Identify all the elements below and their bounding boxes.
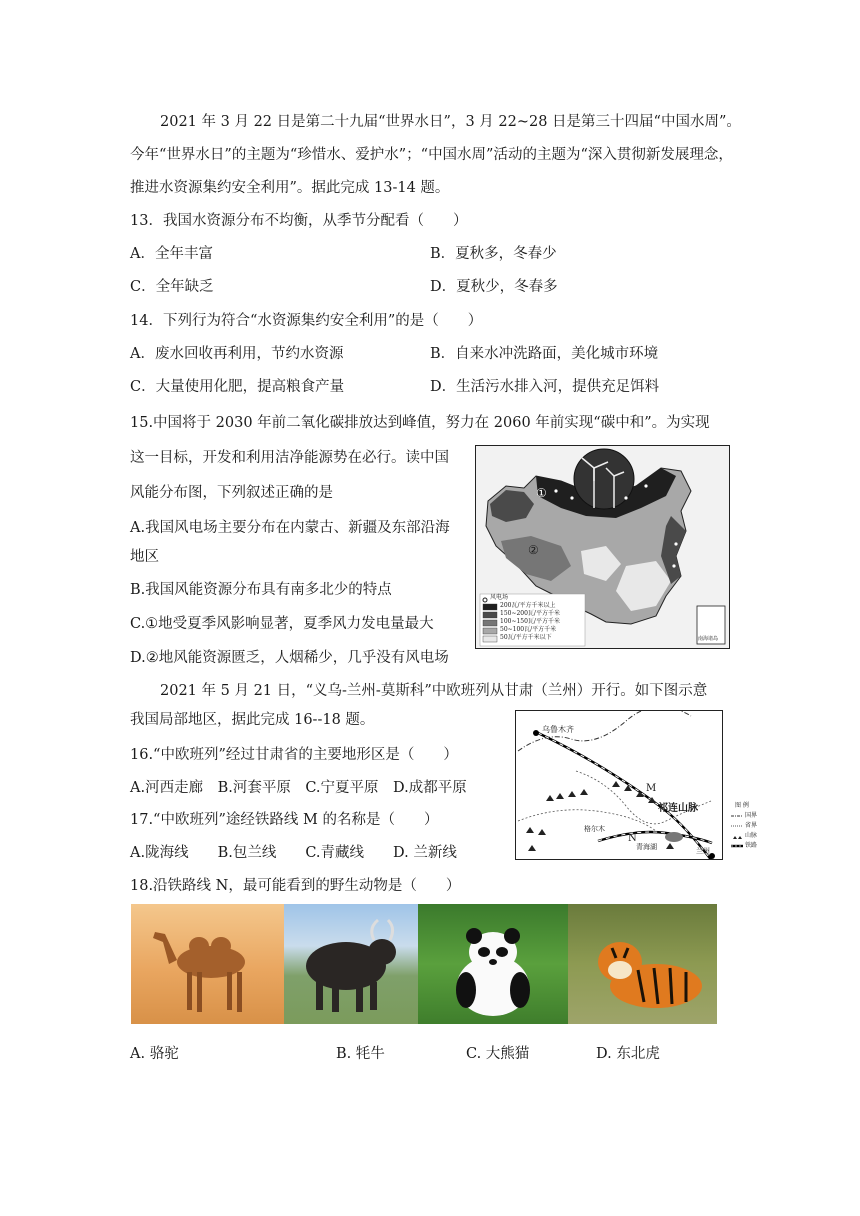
rail-legend-title: 图 例 [735, 802, 749, 809]
rail-map-label-m: M [646, 783, 657, 794]
rail-legend-border: 国界 [745, 812, 758, 819]
q15-option-a-cont: 地区 [130, 549, 159, 565]
q15-option-a[interactable]: A.我国风电场主要分布在内蒙古、新疆及东部沿海 [130, 520, 450, 536]
wind-map-legend-1: 200瓦/平方千米以上 [500, 602, 556, 609]
q14-option-c[interactable]: C．大量使用化肥，提高粮食产量 [130, 379, 345, 395]
q13-option-d[interactable]: D．夏秋少，冬春多 [430, 279, 558, 295]
q18-stem: 18.沿铁路线 N，最可能看到的野生动物是（ ） [130, 878, 461, 894]
q14-option-d[interactable]: D．生活污水排入河，提供充足饵料 [430, 379, 660, 395]
q18-option-c[interactable]: C. 大熊猫 [466, 1046, 530, 1062]
q13-option-c[interactable]: C．全年缺乏 [130, 279, 214, 295]
q15-option-b[interactable]: B.我国风能资源分布具有南多北少的特点 [130, 582, 392, 598]
legend-swatch-3 [483, 620, 497, 626]
wind-map-legend-2: 150~200瓦/平方千米 [500, 610, 560, 617]
passage2-line-2: 我国局部地区，据此完成 16--18 题。 [130, 712, 375, 728]
q13-option-a[interactable]: A．全年丰富 [130, 246, 213, 262]
rail-map-urumqi: 乌鲁木齐 [542, 725, 574, 734]
camel-icon [131, 904, 284, 1024]
q14-option-a[interactable]: A．废水回收再利用，节约水资源 [130, 346, 344, 362]
panda-icon [418, 904, 568, 1024]
q14-stem: 14．下列行为符合“水资源集约安全利用”的是（ ） [130, 313, 483, 329]
passage2-line-1: 2021 年 5 月 21 日，“义乌-兰州-莫斯科”中欧班列从甘肃（兰州）开行。如下图示意 [160, 683, 708, 699]
q18-option-b[interactable]: B. 牦牛 [336, 1046, 385, 1062]
intro-line-1: 2021 年 3 月 22 日是第二十九届“世界水日”，3 月 22~28 日是第三十四届“中国水周”。 [160, 114, 741, 130]
rail-map-qinghai-lake: 青海湖 [636, 843, 657, 851]
q15-option-d[interactable]: D.②地风能资源匮乏，人烟稀少，几乎没有风电场 [130, 650, 449, 666]
q18-option-a[interactable]: A. 骆驼 [130, 1046, 179, 1062]
rail-map-qilian: 祁连山脉 [658, 803, 698, 814]
tiger-photo [568, 904, 717, 1024]
legend-swatch-4 [483, 628, 497, 634]
legend-swatch-5 [483, 636, 497, 642]
rail-legend-province: 省界 [745, 822, 758, 829]
yak-icon [284, 904, 418, 1024]
wind-map-legend-station: 风电场 [490, 594, 509, 601]
q16-stem: 16.“中欧班列”经过甘肃省的主要地形区是（ ） [130, 747, 458, 763]
wind-map-marker-1: ① [536, 486, 547, 500]
q13-option-b[interactable]: B．夏秋多，冬春少 [430, 246, 557, 262]
railway-map [515, 710, 723, 860]
intro-line-3: 推进水资源集约安全利用”。据此完成 13-14 题。 [130, 180, 450, 196]
q15-option-c[interactable]: C.①地受夏季风影响显著，夏季风力发电量最大 [130, 616, 434, 632]
wind-energy-map [475, 445, 730, 649]
rail-map-lanzhou: 兰州 [696, 847, 710, 855]
wind-map-legend-5: 50瓦/平方千米以下 [500, 634, 552, 641]
q18-option-d[interactable]: D. 东北虎 [596, 1046, 660, 1062]
q17-options[interactable]: A.陇海线 B.包兰线 C.青藏线 D. 兰新线 [130, 845, 457, 861]
wind-map-legend-3: 100~150瓦/平方千米 [500, 618, 560, 625]
camel-photo [131, 904, 284, 1024]
q16-options[interactable]: A.河西走廊 B.河套平原 C.宁夏平原 D.成都平原 [130, 780, 467, 796]
q15-line-3: 风能分布图，下列叙述正确的是 [130, 485, 333, 501]
rail-legend-mountain: 山脉 [745, 832, 758, 839]
q15-line-1: 15.中国将于 2030 年前二氧化碳排放达到峰值，努力在 2060 年前实现“碳中和”。为实现 [130, 415, 710, 431]
wind-map-marker-2: ② [528, 543, 539, 557]
rail-legend-rail: 铁路 [745, 842, 758, 849]
intro-line-2: 今年“世界水日”的主题为“珍惜水、爱护水”；“中国水周”活动的主题为“深入贯彻新发展理念， [130, 147, 733, 163]
legend-swatch-2 [483, 612, 497, 618]
yak-photo [284, 904, 418, 1024]
panda-photo [418, 904, 568, 1024]
q15-line-2: 这一目标，开发和利用洁净能源势在必行。读中国 [130, 450, 449, 466]
rail-legend-symbols [730, 812, 744, 852]
q13-stem: 13．我国水资源分布不均衡，从季节分配看（ ） [130, 213, 468, 229]
wind-map-legend-4: 50~100瓦/平方千米 [500, 626, 557, 633]
q14-option-b[interactable]: B．自来水冲洗路面，美化城市环境 [430, 346, 659, 362]
q17-stem: 17.“中欧班列”途经铁路线 M 的名称是（ ） [130, 812, 439, 828]
rail-map-label-n: N [628, 833, 637, 844]
legend-swatch-1 [483, 604, 497, 610]
rail-map-golmud: 格尔木 [584, 825, 605, 833]
tiger-icon [568, 904, 717, 1024]
wind-map-inset-label: 南海诸岛 [698, 636, 719, 642]
